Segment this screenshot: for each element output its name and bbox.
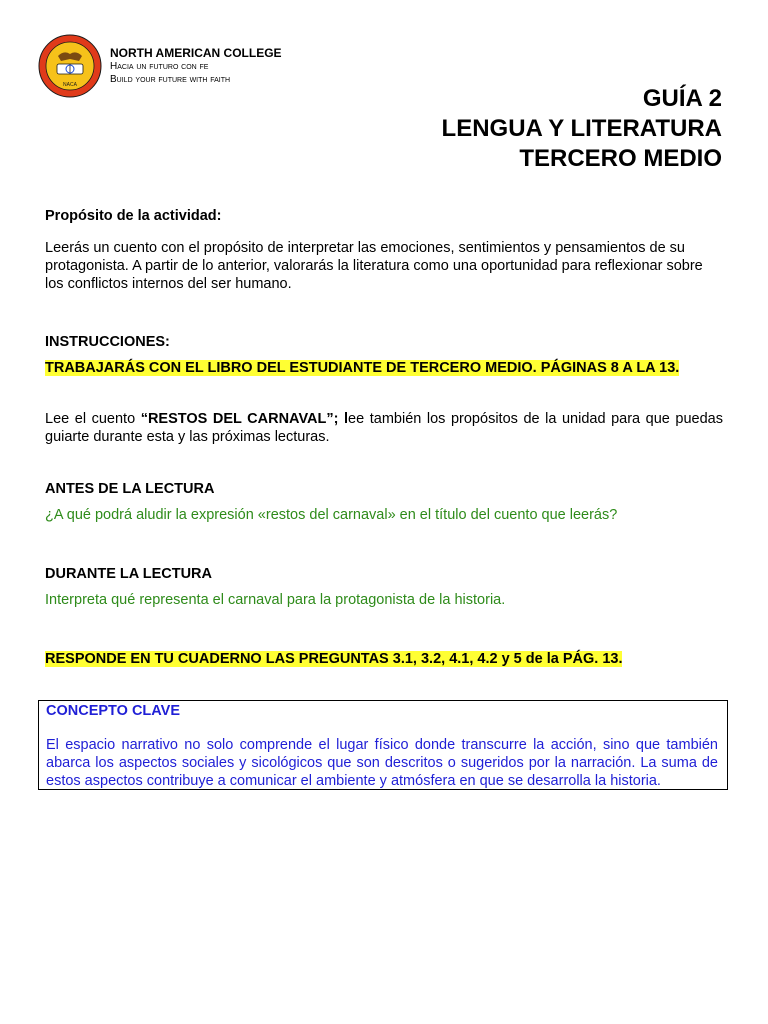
title-line-grade: TERCERO MEDIO bbox=[519, 145, 722, 172]
document-title bbox=[442, 84, 722, 174]
school-header bbox=[110, 46, 282, 86]
respond-line bbox=[45, 650, 723, 668]
title-line-guide: GUÍA 2 bbox=[642, 85, 722, 112]
key-concept-box bbox=[38, 700, 728, 790]
before-reading-heading: ANTES DE LA LECTURA bbox=[45, 481, 215, 497]
school-name: NORTH AMERICAN COLLEGE bbox=[110, 46, 282, 60]
read-post: ee también los propósitos de la unidad para que puedas guiarte durante esta y las próximas lecturas. bbox=[45, 411, 723, 445]
school-crest-icon bbox=[38, 34, 102, 98]
key-concept-body: El espacio narrativo no solo comprende el lugar físico donde transcurre la acción, sino que también abarca los aspectos sociales y sicológicos que son descritos o sugeridos por la narración. La suma de estos aspectos contribuye a comunicar el ambiente y atmósfera en que se desarrolla la historia. bbox=[46, 737, 718, 789]
during-reading-heading: DURANTE LA LECTURA bbox=[45, 566, 213, 582]
story-title: “RESTOS DEL CARNAVAL”; l bbox=[140, 411, 349, 427]
purpose-body: Leerás un cuento con el propósito de interpretar las emociones, sentimientos y pensamientos de su protagonista. A partir de lo anterior, valorarás la literatura como una oportunidad para reflexionar sobre los conflictos internos del ser humano. bbox=[45, 240, 703, 292]
before-reading-question: ¿A qué podrá aludir la expresión «restos del carnaval» en el título del cuento que leerás? bbox=[45, 507, 618, 523]
school-motto-en: Build your future with faith bbox=[110, 74, 231, 85]
instructions-highlight: TRABAJARÁS CON EL LIBRO DEL ESTUDIANTE DE TERCERO MEDIO. PÁGINAS 8 A LA 13. bbox=[45, 360, 680, 376]
instructions-heading: INSTRUCCIONES: bbox=[45, 334, 170, 350]
respond-highlight: RESPONDE EN TU CUADERNO LAS PREGUNTAS 3.1, 3.2, 4.1, 4.2 y 5 de la PÁG. 13. bbox=[45, 651, 623, 667]
title-line-subject: LENGUA Y LITERATURA bbox=[441, 115, 722, 142]
purpose-heading: Propósito de la actividad: bbox=[45, 208, 222, 224]
instructions-highlight-line bbox=[45, 359, 723, 377]
read-pre: Lee el cuento bbox=[45, 411, 141, 427]
during-reading-question: Interpreta qué representa el carnaval para la protagonista de la historia. bbox=[45, 592, 506, 608]
key-concept-heading: CONCEPTO CLAVE bbox=[46, 703, 181, 719]
school-logo bbox=[38, 34, 102, 98]
school-motto-es: Hacia un futuro con fe bbox=[110, 61, 209, 72]
svg-text:NACA: NACA bbox=[63, 82, 77, 88]
instructions-read-story bbox=[45, 410, 723, 446]
